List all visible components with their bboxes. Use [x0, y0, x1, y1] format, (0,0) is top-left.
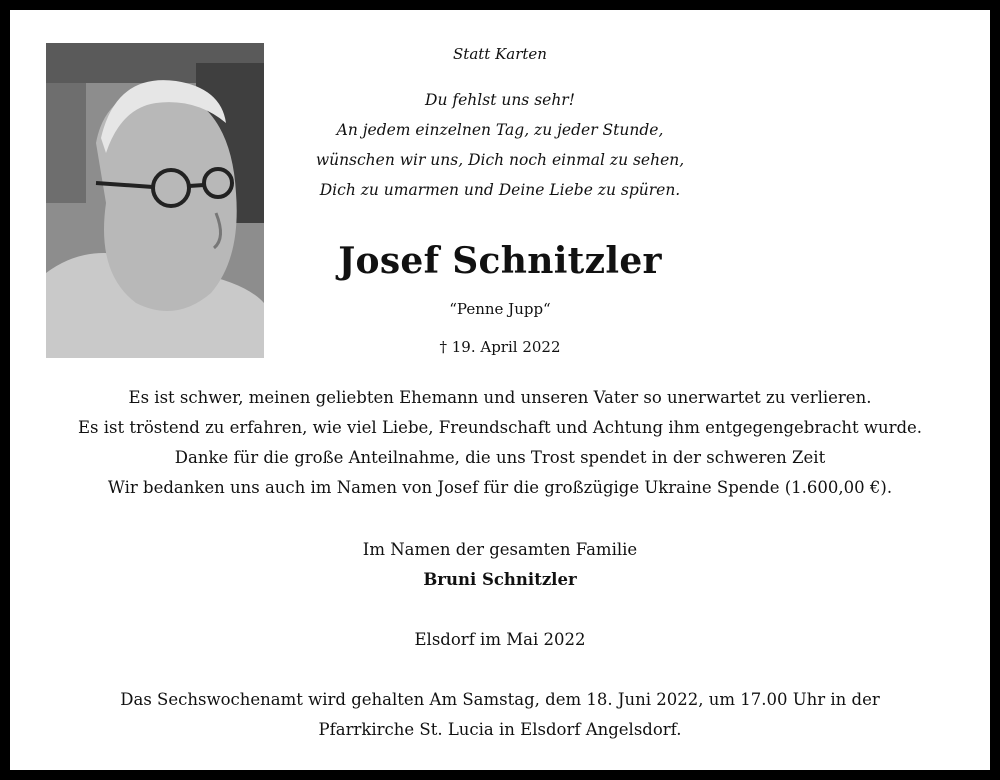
obituary-card	[10, 10, 990, 770]
signature-name: Bruni Schnitzler	[423, 570, 577, 589]
message-line: Danke für die große Anteilnahme, die uns Trost spendet in der schweren Zeit	[174, 448, 826, 467]
message	[10, 383, 990, 503]
message-line: Wir bedanken uns auch im Namen von Josef für die großzügige Ukraine Spende (1.600,00 €).	[107, 478, 893, 497]
service-line: Das Sechswochenamt wird gehalten Am Samstag, dem 18. Juni 2022, um 17.00 Uhr in der	[120, 690, 880, 709]
message-line: Es ist schwer, meinen geliebten Ehemann und unseren Vater so unerwartet zu verlieren.	[128, 388, 872, 407]
verse-line: An jedem einzelnen Tag, zu jeder Stunde,	[336, 121, 664, 139]
message-line: Es ist tröstend zu erfahren, wie viel Liebe, Freundschaft und Achtung ihm entgegengebracht wurde.	[77, 418, 923, 437]
service-line: Pfarrkirche St. Lucia in Elsdorf Angelsdorf.	[318, 720, 682, 739]
deceased-name: Josef Schnitzler	[338, 240, 662, 282]
signature	[10, 535, 990, 595]
signature-line: Im Namen der gesamten Familie	[362, 540, 638, 559]
verse-line: wünschen wir uns, Dich noch einmal zu sehen,	[315, 151, 685, 169]
verse-line: Dich zu umarmen und Deine Liebe zu spüren.	[319, 181, 681, 199]
nickname: “Penne Jupp“	[449, 300, 551, 318]
verse	[10, 85, 990, 205]
service-info	[10, 685, 990, 745]
death-date: † 19. April 2022	[439, 338, 561, 356]
place-date: Elsdorf im Mai 2022	[414, 630, 586, 649]
statt-karten: Statt Karten	[453, 45, 547, 63]
verse-line: Du fehlst uns sehr!	[425, 91, 575, 109]
